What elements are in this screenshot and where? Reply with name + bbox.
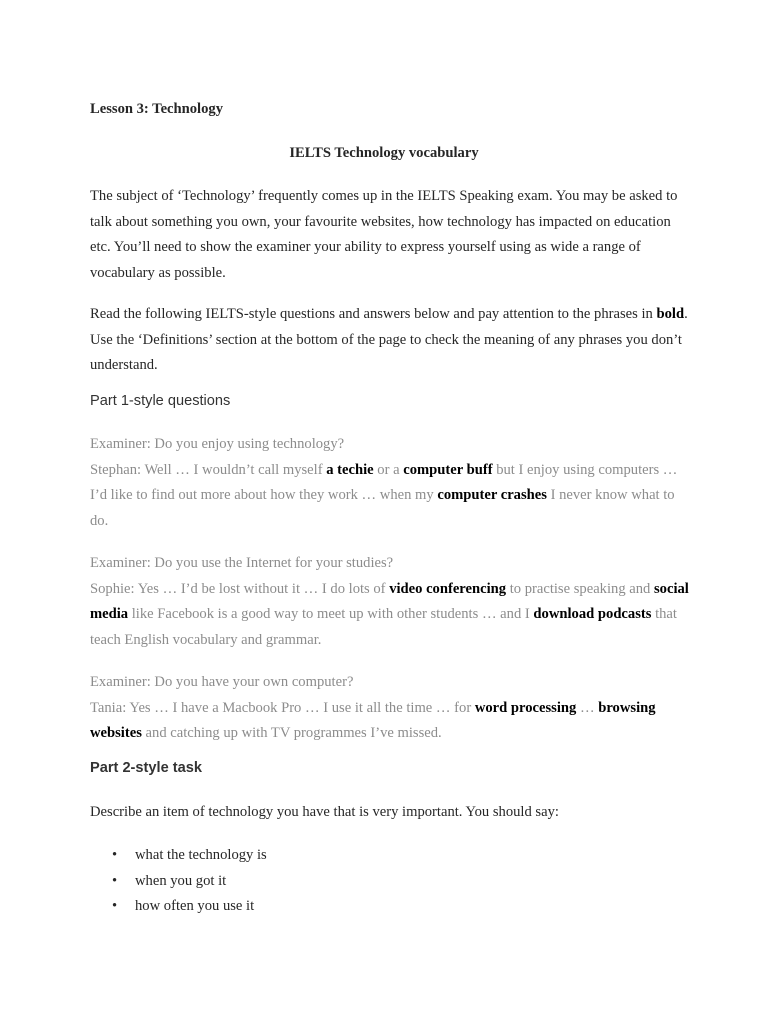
part1-heading: Part 1-style questions [90,393,231,409]
intro-p2-bold: bold [656,306,685,322]
answer-text: or a [373,461,404,478]
task-instruction: Describe an item of technology you have that is very important. You should say: [90,804,559,820]
part2-heading: Part 2-style task [90,760,202,776]
intro-paragraph-1: The subject of ‘Technology’ frequently comes up in the IELTS Speaking exam. You may be asked to talk about something you own, your favourite websites, how technology has impacted on education etc. You’ll need to show the examiner your ability to express yourself using as wide a range of vocabulary as possible. [90,188,678,281]
list-item [90,869,690,895]
answer-text: to practise speaking and [506,580,654,597]
vocab-phrase: computer buff [403,461,493,478]
examiner-question: Examiner: Do you use the Internet for your studies? [90,555,394,571]
answer-text: and catching up with TV programmes I’ve missed. [141,725,442,741]
list-item [90,843,690,869]
vocab-phrase: word processing [474,699,577,716]
candidate-answer [90,696,690,747]
answer-text: but I enjoy using computers … I’d like to find out more about how they work … when my [90,461,678,503]
bullet-glyph: • [112,898,118,914]
answer-text: … [576,699,599,716]
bullet-text: when you got it [135,872,227,889]
answer-text: Stephan: Well … I wouldn’t call myself [90,461,327,478]
answer-text: like Facebook is a good way to meet up with other students … and I [128,606,534,622]
vocab-phrase: download podcasts [533,606,652,622]
vocab-phrase: video conferencing [389,580,507,597]
vocab-phrase: computer crashes [437,487,547,503]
answer-text: that teach English vocabulary and grammar. [90,606,677,648]
vocab-phrase: browsing websites [90,699,656,741]
bullet-text: how often you use it [135,898,255,914]
vocab-phrase: a techie [326,461,374,478]
list-item [90,894,690,920]
lesson-title: Lesson 3: Technology [90,101,223,117]
answer-text: Sophie: Yes … I’d be lost without it … I do lots of [90,580,390,597]
document-title: IELTS Technology vocabulary [289,145,479,161]
intro-paragraph-2 [90,302,690,379]
bullet-glyph: • [112,847,118,863]
candidate-answer [90,577,690,654]
intro-p2-start: Read the following IELTS-style questions and answers below and pay attention to the phrases in [90,306,657,322]
examiner-question: Examiner: Do you enjoy using technology? [90,436,345,452]
examiner-question: Examiner: Do you have your own computer? [90,674,354,690]
answer-text: Tania: Yes … I have a Macbook Pro … I use it all the time … for [90,699,475,716]
qa-block-3 [90,670,690,747]
qa-block-2 [90,551,690,653]
answer-text: I never know what to do. [90,487,675,529]
vocab-phrase: social media [90,580,689,622]
candidate-answer [90,458,690,535]
qa-block-1 [90,432,690,534]
bullet-text: what the technology is [135,847,267,863]
bullet-glyph: • [112,872,118,889]
task-bullet-list [90,843,690,920]
intro-p2-end: . Use the ‘Definitions’ section at the bottom of the page to check the meaning of any phrases you don’t understand. [90,306,688,373]
